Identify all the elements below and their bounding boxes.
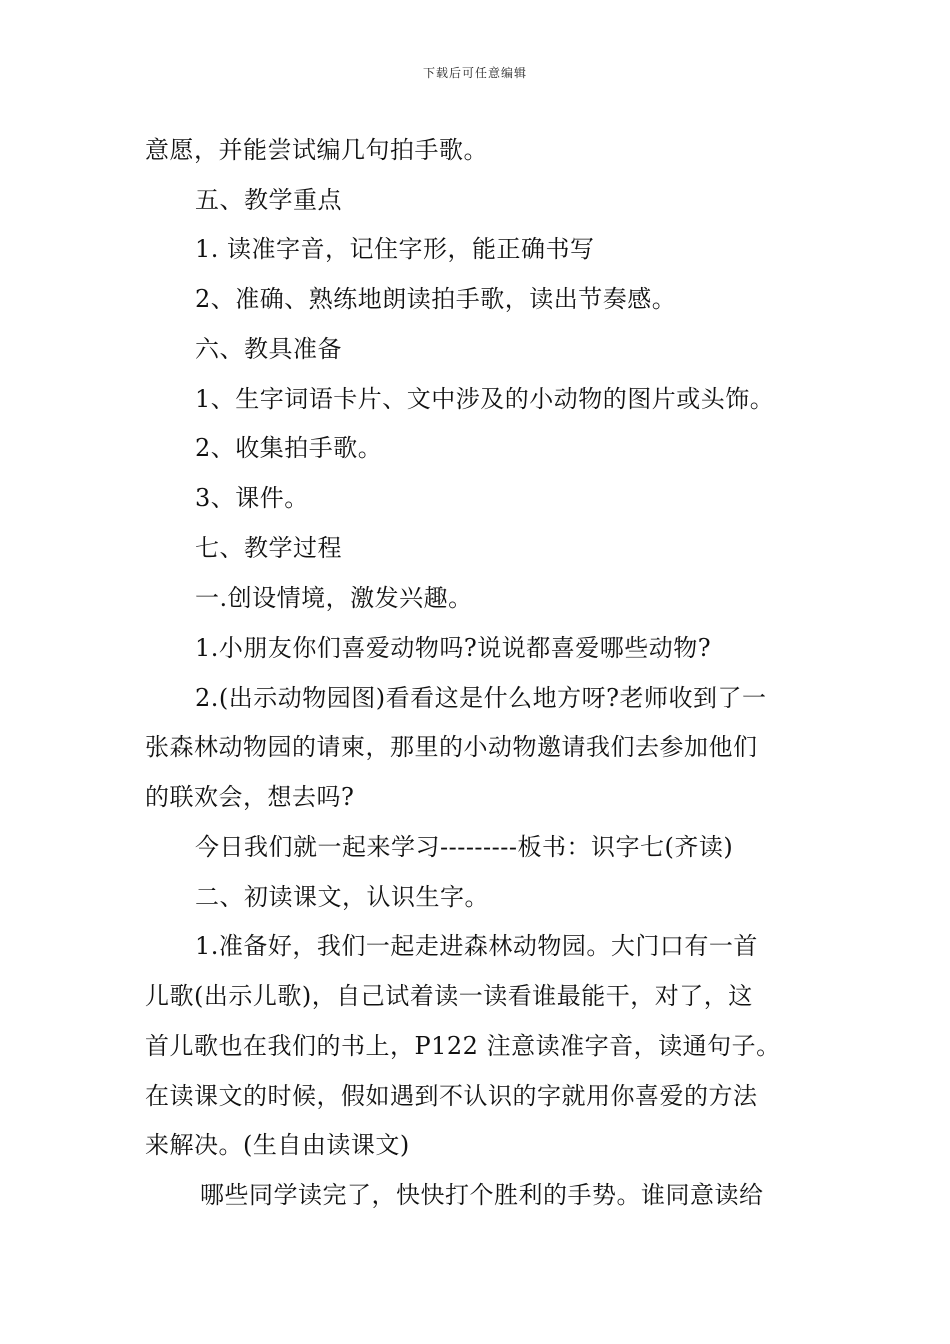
- paragraph-line: 的联欢会，想去吗?: [145, 783, 355, 811]
- subsection-heading: 二、初读课文，认识生字。: [195, 883, 489, 911]
- paragraph-line: 张森林动物园的请柬，那里的小动物邀请我们去参加他们: [145, 733, 758, 761]
- paragraph-line: 2.(出示动物园图)看看这是什么地方呀?老师收到了一: [195, 684, 767, 712]
- paragraph-line: 在读课文的时候，假如遇到不认识的字就用你喜爱的方法: [145, 1082, 758, 1110]
- list-item: 2、收集拍手歌。: [195, 434, 383, 462]
- list-item: 1、生字词语卡片、文中涉及的小动物的图片或头饰。: [195, 385, 775, 413]
- paragraph-line: 意愿，并能尝试编几句拍手歌。: [145, 136, 488, 164]
- list-item: 2、准确、熟练地朗读拍手歌，读出节奏感。: [195, 285, 677, 313]
- subsection-heading: 一.创设情境，激发兴趣。: [195, 584, 473, 612]
- paragraph-line: 1.准备好，我们一起走进森林动物园。大门口有一首: [195, 932, 758, 960]
- section-heading: 七、教学过程: [195, 534, 342, 562]
- list-item: 1.小朋友你们喜爱动物吗?说说都喜爱哪些动物?: [195, 634, 712, 662]
- page-header: 下载后可任意编辑: [422, 66, 527, 80]
- paragraph-line: 来解决。(生自由读课文): [145, 1131, 410, 1159]
- list-item: 3、课件。: [195, 484, 309, 512]
- paragraph-line: 今日我们就一起来学习---------板书：识字七(齐读): [195, 833, 734, 861]
- paragraph-line: 儿歌(出示儿歌)，自己试着读一读看谁最能干，对了，这: [145, 982, 753, 1010]
- section-heading: 五、教学重点: [195, 186, 342, 214]
- paragraph-line: 首儿歌也在我们的书上，P122 注意读准字音，读通句子。: [145, 1032, 781, 1060]
- paragraph-line: 哪些同学读完了，快快打个胜利的手势。谁同意读给: [200, 1181, 764, 1209]
- list-item: 1. 读准字音，记住字形，能正确书写: [195, 235, 595, 263]
- section-heading: 六、教具准备: [195, 335, 342, 363]
